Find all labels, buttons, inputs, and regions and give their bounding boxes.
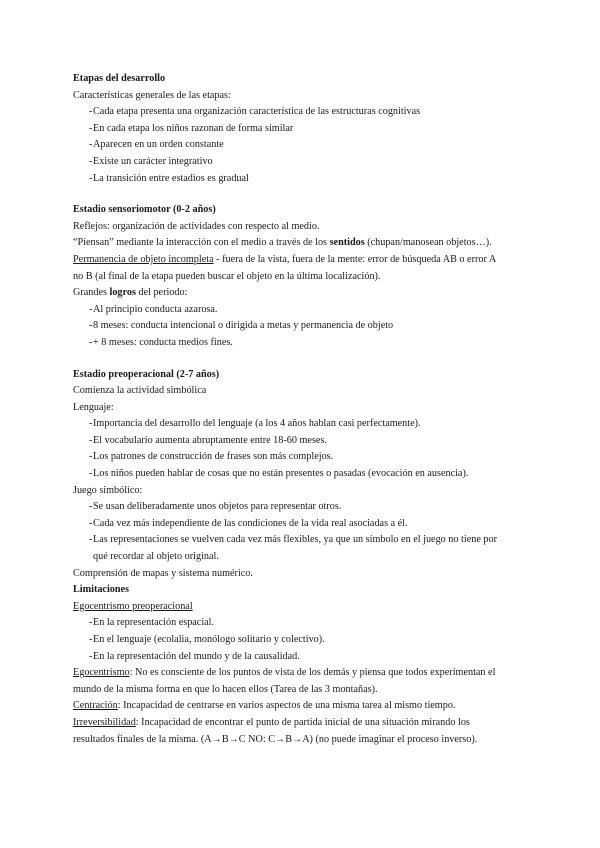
- egocentrismo-definition: [73, 665, 533, 682]
- list-item: - En cada etapa los niños razonan de forma similar: [73, 121, 533, 138]
- underlined-term: Irreversibilidad: [73, 716, 136, 728]
- juego-label: Juego simbólico:: [73, 484, 143, 496]
- preoperacional-intro: Comienza la actividad simbólica: [73, 385, 207, 397]
- text-span: del periodo:: [135, 287, 188, 299]
- list-item: - Cada etapa presenta una organización característica de las estructuras cognitivas: [73, 104, 533, 121]
- text-span: Grandes: [73, 287, 110, 299]
- sensoriomotor-logros: [73, 285, 533, 302]
- logros-list: [73, 302, 533, 352]
- underlined-term: Egocentrismo: [73, 667, 130, 679]
- sensoriomotor-permanencia-cont: no B (al final de la etapa pueden buscar el objeto en la última localización).: [73, 270, 381, 282]
- document-page: [73, 71, 533, 748]
- list-item: - El vocabulario aumenta abruptamente entre 18-60 meses.: [73, 433, 533, 450]
- list-item: - + 8 meses: conducta medios fines.: [73, 335, 533, 352]
- underlined-term: Permanencia de objeto incompleta: [73, 253, 214, 265]
- list-item: - Los patrones de construcción de frases son más complejos.: [73, 449, 533, 466]
- list-item: - Los niños pueden hablar de cosas que no están presentes o pasadas (evocación en ausencia).: [73, 466, 533, 483]
- egocentrismo-list: [73, 615, 533, 665]
- text-span: : Incapacidad de centrarse en varios aspectos de una misma tarea al mismo tiempo.: [117, 700, 456, 712]
- text-span: qué recordar al objeto original.: [93, 551, 219, 563]
- centracion-definition: [73, 698, 533, 715]
- section-title-sensoriomotor: Estadio sensoriomotor (0-2 años): [73, 204, 216, 216]
- irreversibilidad-definition: [73, 715, 533, 732]
- etapas-list: [73, 104, 533, 187]
- text-span: - Las representaciones se vuelven cada vez más flexibles, ya que un símbolo en el juego no tiene por: [93, 534, 497, 546]
- list-item: [73, 532, 533, 565]
- bold-logros: logros: [109, 287, 136, 299]
- list-item: - En la representación espacial.: [73, 615, 533, 632]
- egocentrismo-preop-title: Egocentrismo preoperacional: [73, 600, 193, 612]
- list-item: - Importancia del desarrollo del lenguaje (a los 4 años hablan casi perfectamente).: [73, 416, 533, 433]
- section-title-preoperacional: Estadio preoperacional (2-7 años): [73, 368, 220, 380]
- bold-sentidos: sentidos: [329, 237, 365, 249]
- text-span: - fuera de la vista, fuera de la mente: error de búsqueda AB o error A: [213, 253, 497, 265]
- list-item: - Al principio conducta azarosa.: [73, 302, 533, 319]
- list-item: - En el lenguaje (ecolalia, monólogo solitario y colectivo).: [73, 632, 533, 649]
- juego-list: [73, 499, 533, 565]
- sensoriomotor-permanencia: [73, 252, 533, 269]
- text-span: “Piensan” mediante la interacción con el medio a través de los: [73, 237, 330, 249]
- list-item: - Existe un carácter integrativo: [73, 154, 533, 171]
- list-item: - Aparecen en un orden constante: [73, 137, 533, 154]
- comprension-line: Comprensión de mapas y sistema numérico.: [73, 567, 253, 579]
- etapas-intro: Características generales de las etapas:: [73, 89, 231, 101]
- text-span: : Incapacidad de encontrar el punto de partida inicial de una situación mirando los: [135, 716, 470, 728]
- list-item: - La transición entre estadios es gradual: [73, 171, 533, 188]
- lenguaje-list: [73, 416, 533, 482]
- egocentrismo-definition-cont: mundo de la misma forma en que lo hacen ellos (Tarea de las 3 montañas).: [73, 683, 378, 695]
- list-item: - En la representación del mundo y de la causalidad.: [73, 649, 533, 666]
- list-item: - Cada vez más independiente de las condiciones de la vida real asociadas a él.: [73, 516, 533, 533]
- list-item: - 8 meses: conducta intencional o dirigida a metas y permanencia de objeto: [73, 318, 533, 335]
- underlined-term: Centración: [73, 700, 118, 712]
- text-span: (chupan/manosean objetos…).: [364, 237, 492, 249]
- section-title-etapas: Etapas del desarrollo: [73, 73, 166, 84]
- list-item: - Se usan deliberadamente unos objetos para representar otros.: [73, 499, 533, 516]
- limitaciones-title: Limitaciones: [73, 584, 130, 596]
- irreversibilidad-definition-cont: resultados finales de la misma. (A→B→C NO: C→B→A) (no puede imaginar el proceso inverso).: [73, 733, 478, 745]
- sensoriomotor-reflejos: Reflejos: organización de actividades con respecto al medio.: [73, 220, 320, 232]
- text-span: : No es consciente de los puntos de vista de los demás y piensa que todos experimentan el: [129, 667, 496, 679]
- sensoriomotor-piensan: [73, 235, 533, 252]
- lenguaje-label: Lenguaje:: [73, 401, 114, 413]
